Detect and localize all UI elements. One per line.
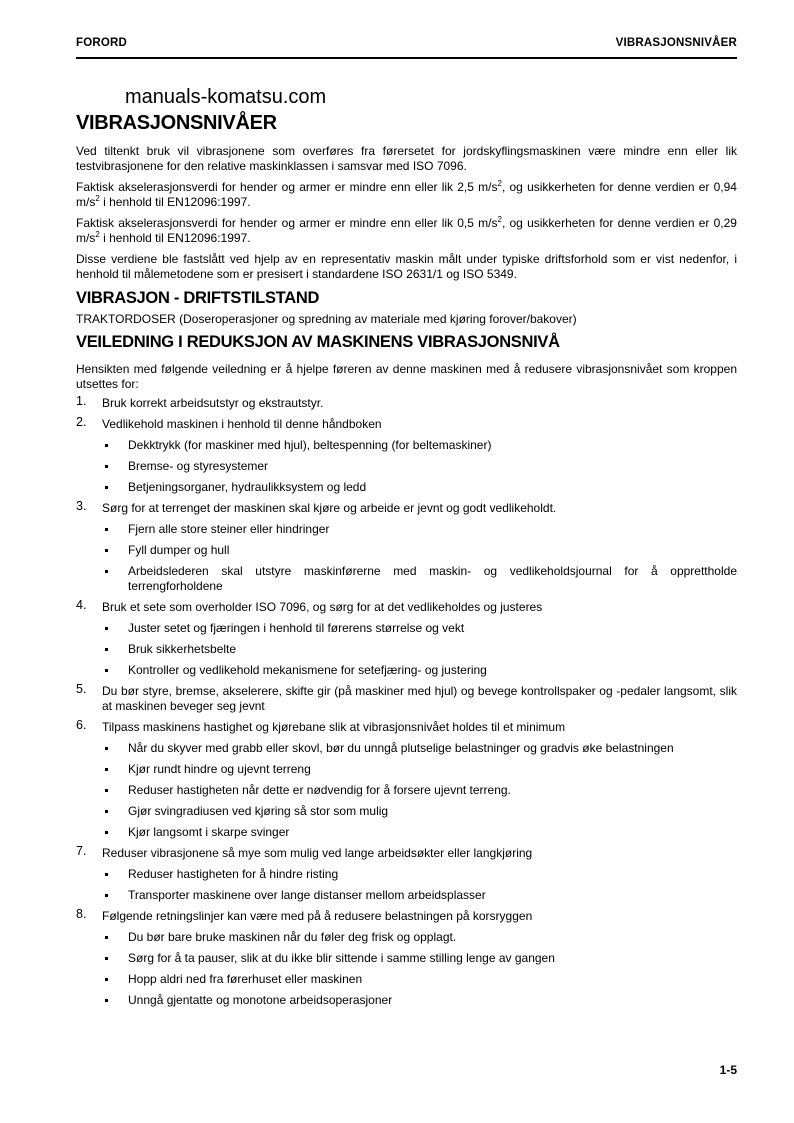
- bullet-item: [102, 522, 737, 537]
- bullet-text: Dekktrykk (for maskiner med hjul), beltespenning (for beltemaskiner): [128, 438, 492, 452]
- bullet-item: [102, 951, 737, 966]
- bullet-text: Kjør langsomt i skarpe svinger: [128, 825, 290, 839]
- step-bullet-list: [102, 867, 737, 903]
- bullet-text: Reduser hastigheten for å hindre risting: [128, 867, 339, 881]
- square-bullet-icon: [105, 789, 108, 792]
- guidance-step: [76, 600, 737, 678]
- square-bullet-icon: [105, 873, 108, 876]
- bullet-item: [102, 972, 737, 987]
- bullet-item: [102, 459, 737, 474]
- square-bullet-icon: [105, 936, 108, 939]
- header-chapter-label: VIBRASJONSNIVÅER: [615, 37, 737, 49]
- bullet-text: Når du skyver med grabb eller skovl, bør du unngå plutselige belastninger og gradvis øke belastningen: [128, 741, 674, 755]
- step-text: Bruk et sete som overholder ISO 7096, og sørg for at det vedlikeholdes og justeres: [102, 600, 543, 614]
- header-divider: [76, 57, 737, 59]
- section-title-operating-condition: VIBRASJON - DRIFTSTILSTAND: [76, 289, 320, 307]
- bullet-text: Gjør svingradiusen ved kjøring så stor som mulig: [128, 804, 389, 818]
- bullet-item: [102, 825, 737, 840]
- step-number: 2.: [76, 415, 87, 429]
- step-number: 3.: [76, 499, 87, 513]
- step-number: 4.: [76, 598, 87, 612]
- bullet-text: Bruk sikkerhetsbelte: [128, 642, 237, 656]
- step-text: Bruk korrekt arbeidsutstyr og ekstrautstyr.: [102, 396, 324, 410]
- guidance-step: [76, 417, 737, 495]
- guidance-step: [76, 720, 737, 840]
- bullet-item: [102, 438, 737, 453]
- bullet-item: [102, 564, 737, 594]
- operating-condition-text: TRAKTORDOSER (Doseroperasjoner og spredning av materiale med kjøring forover/bakover): [76, 312, 577, 326]
- bullet-text: Transporter maskinene over lange distanser mellom arbeidsplasser: [128, 888, 486, 902]
- watermark-text: manuals-komatsu.com: [125, 86, 327, 108]
- bullet-item: [102, 663, 737, 678]
- step-text: Tilpass maskinens hastighet og kjørebane slik at vibrasjonsnivået holdes til et minimum: [102, 720, 566, 734]
- square-bullet-icon: [105, 768, 108, 771]
- bullet-text: Hopp aldri ned fra førerhuset eller maskinen: [128, 972, 363, 986]
- square-bullet-icon: [105, 957, 108, 960]
- square-bullet-icon: [105, 747, 108, 750]
- paragraph-measurement-method: Disse verdiene ble fastslått ved hjelp av en representativ maskin målt under typiske driftsforhold som er vist nedenfor, i henhold til målemetodene som er presisert i standardene ISO 2631/1 og ISO 5349.: [76, 252, 737, 281]
- bullet-item: [102, 621, 737, 636]
- square-bullet-icon: [105, 528, 108, 531]
- header-section-label: FORORD: [76, 37, 128, 49]
- bullet-item: [102, 783, 737, 798]
- page-number: 1-5: [719, 1063, 737, 1077]
- step-bullet-list: [102, 621, 737, 678]
- square-bullet-icon: [105, 444, 108, 447]
- bullet-text: Kjør rundt hindre og ujevnt terreng: [128, 762, 311, 776]
- bullet-text: Fyll dumper og hull: [128, 543, 230, 557]
- bullet-item: [102, 762, 737, 777]
- square-bullet-icon: [105, 894, 108, 897]
- bullet-item: [102, 543, 737, 558]
- section-title-vibration-reduction: VEILEDNING I REDUKSJON AV MASKINENS VIBRASJONSNIVÅ: [76, 333, 560, 351]
- step-text: Reduser vibrasjonene så mye som mulig ved lange arbeidsøkter eller langkjøring: [102, 846, 533, 860]
- bullet-text: Bremse- og styresystemer: [128, 459, 269, 473]
- step-text: Vedlikehold maskinen i henhold til denne håndboken: [102, 417, 382, 431]
- square-bullet-icon: [105, 549, 108, 552]
- step-text: Du bør styre, bremse, akselerere, skifte gir (på maskiner med hjul) og bevege kontrollspaker og -pedaler langsomt, slik at maskinen beveger seg jevnt: [102, 684, 737, 713]
- bullet-text: Juster setet og fjæringen i henhold til førerens størrelse og vekt: [128, 621, 465, 635]
- square-bullet-icon: [105, 627, 108, 630]
- bullet-item: [102, 480, 737, 495]
- step-number: 8.: [76, 907, 87, 921]
- step-text: Følgende retningslinjer kan være med på å redusere belastningen på korsryggen: [102, 909, 533, 923]
- step-number: 5.: [76, 682, 87, 696]
- bullet-item: [102, 993, 737, 1008]
- bullet-item: [102, 930, 737, 945]
- guidance-step: [76, 396, 737, 411]
- bullet-text: Du bør bare bruke maskinen når du føler deg frisk og opplagt.: [128, 930, 457, 944]
- bullet-item: [102, 867, 737, 882]
- paragraph-hand-arm-vibration: Faktisk akselerasjonsverdi for hender og armer er mindre enn eller lik 2,5 $m/s^2$, og usikkerheten for denne verdien er 0,94 $m/s^2$ i henhold til EN12096:1997.: [76, 179, 737, 209]
- bullet-item: [102, 888, 737, 903]
- bullet-text: Sørg for å ta pauser, slik at du ikke blir sittende i samme stilling lenge av gangen: [128, 951, 555, 965]
- page-title: VIBRASJONSNIVÅER: [76, 112, 277, 134]
- bullet-item: [102, 741, 737, 756]
- square-bullet-icon: [105, 810, 108, 813]
- bullet-item: [102, 642, 737, 657]
- guidance-step: [76, 684, 737, 714]
- step-text: Sørg for at terrenget der maskinen skal kjøre og arbeide er jevnt og godt vedlikeholdt.: [102, 501, 557, 515]
- step-bullet-list: [102, 741, 737, 840]
- square-bullet-icon: [105, 999, 108, 1002]
- step-bullet-list: [102, 438, 737, 495]
- bullet-text: Arbeidslederen skal utstyre maskinførerne med maskin- og vedlikeholdsjournal for å opprettholde terrengforholdene: [128, 564, 737, 593]
- square-bullet-icon: [105, 465, 108, 468]
- guidance-step: [76, 501, 737, 594]
- bullet-text: Reduser hastigheten når dette er nødvendig for å forsere ujevnt terreng.: [128, 783, 511, 797]
- bullet-text: Unngå gjentatte og monotone arbeidsoperasjoner: [128, 993, 393, 1007]
- step-number: 1.: [76, 394, 87, 408]
- bullet-text: Betjeningsorganer, hydraulikksystem og ledd: [128, 480, 367, 494]
- square-bullet-icon: [105, 570, 108, 573]
- guidance-step: [76, 846, 737, 903]
- guidance-steps-list: [76, 396, 737, 1008]
- square-bullet-icon: [105, 978, 108, 981]
- guidance-intro: Hensikten med følgende veiledning er å hjelpe føreren av denne maskinen med å redusere vibrasjonsnivået som kroppen utsettes for:: [76, 362, 737, 391]
- bullet-text: Fjern alle store steiner eller hindringer: [128, 522, 330, 536]
- step-number: 6.: [76, 718, 87, 732]
- guidance-step: [76, 909, 737, 1008]
- step-bullet-list: [102, 522, 737, 594]
- square-bullet-icon: [105, 486, 108, 489]
- page-header: [76, 37, 737, 49]
- step-number: 7.: [76, 844, 87, 858]
- paragraph-intro: Ved tiltenkt bruk vil vibrasjonene som overføres fra førersetet for jordskyflingsmaskinen være mindre enn eller lik testvibrasjonene for den relative maskinklassen i samsvar med ISO 7096.: [76, 144, 737, 173]
- square-bullet-icon: [105, 648, 108, 651]
- step-bullet-list: [102, 930, 737, 1008]
- square-bullet-icon: [105, 669, 108, 672]
- bullet-text: Kontroller og vedlikehold mekanismene for setefjæring- og justering: [128, 663, 487, 677]
- bullet-item: [102, 804, 737, 819]
- page-content: [76, 111, 737, 1014]
- paragraph-whole-body-vibration: Faktisk akselerasjonsverdi for hender og armer er mindre enn eller lik 0,5 $m/s^2$, og usikkerheten for denne verdien er 0,29 $m/s^2$ i henhold til EN12096:1997.: [76, 215, 737, 245]
- square-bullet-icon: [105, 831, 108, 834]
